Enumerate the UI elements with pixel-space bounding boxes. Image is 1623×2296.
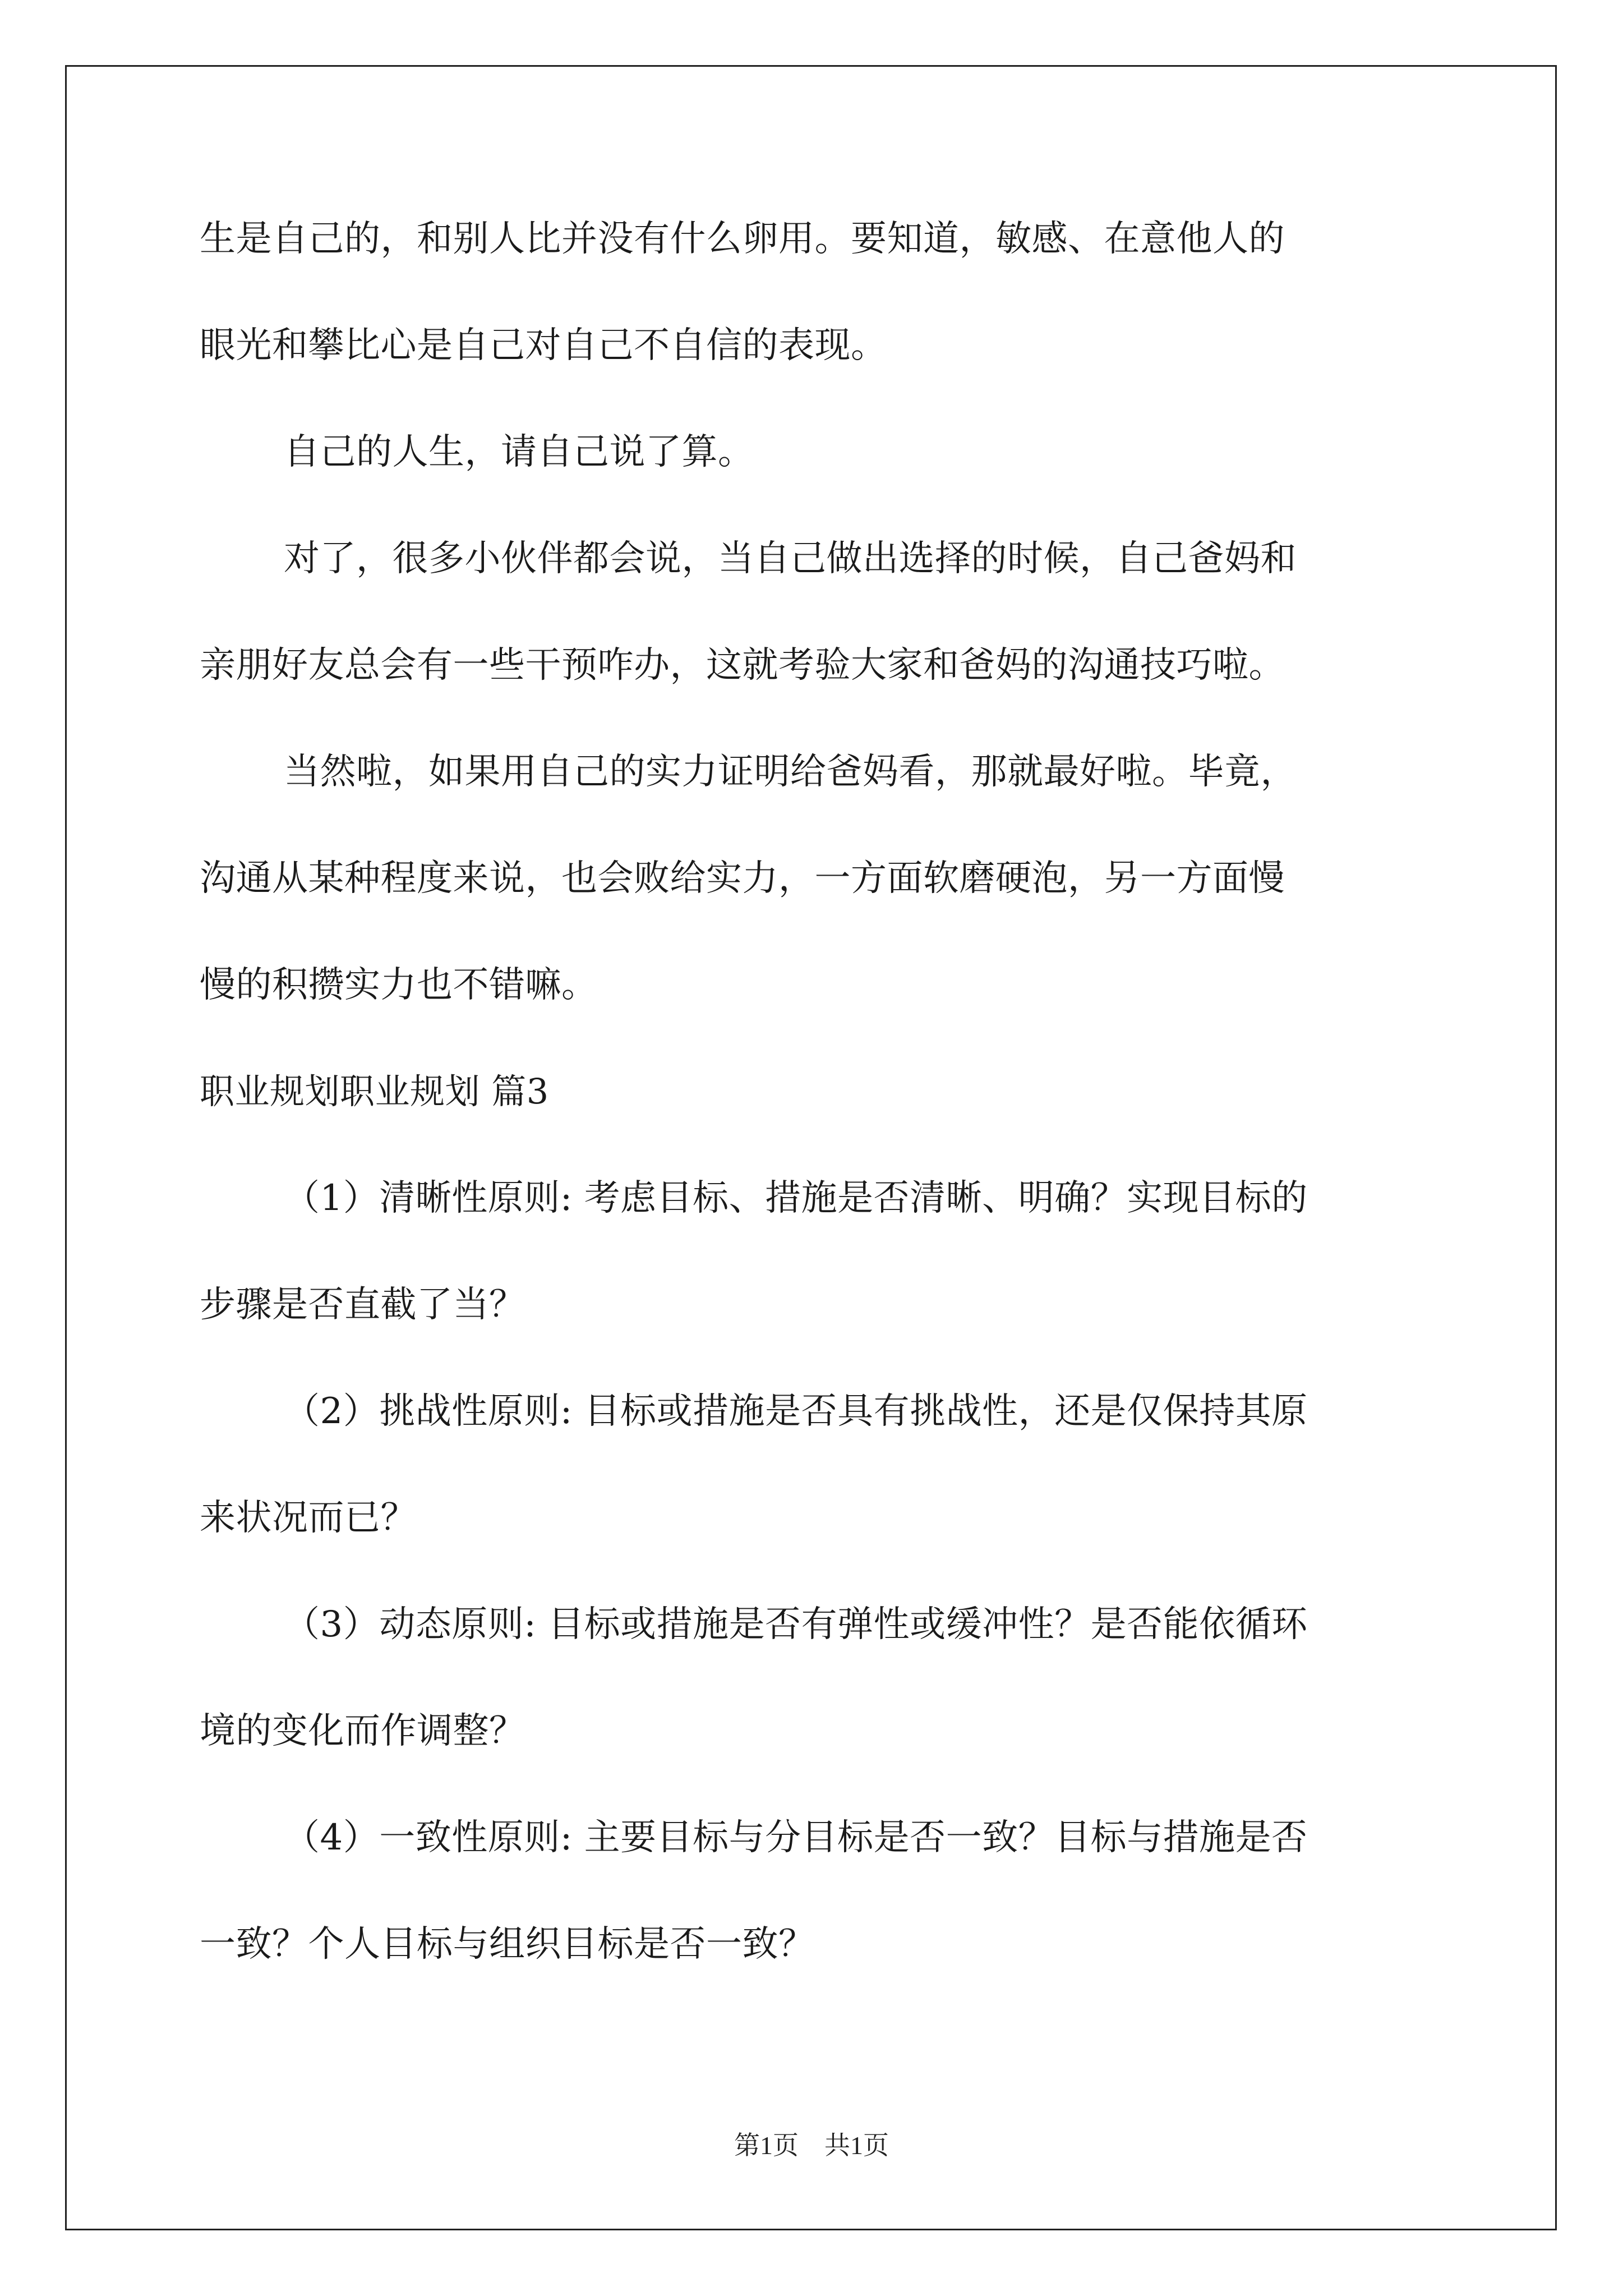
text-line: 步骤是否直截了当？ xyxy=(200,1284,525,1326)
text-line: （3）动态原则: 目标或措施是否有弹性或缓冲性？是否能依循环 xyxy=(284,1604,1308,1645)
text-line: 亲朋好友总会有一些干预咋办，这就考验大家和爸妈的沟通技巧啦。 xyxy=(200,645,1285,686)
text-line: 沟通从某种程度来说，也会败给实力，一方面软磨硬泡，另一方面慢 xyxy=(200,858,1285,899)
text-line: （2）挑战性原则: 目标或措施是否具有挑战性，还是仅保持其原 xyxy=(284,1391,1308,1432)
text-line: 当然啦，如果用自己的实力证明给爸妈看，那就最好啦。毕竟， xyxy=(284,751,1297,793)
principle-paragraph xyxy=(200,1812,1433,1970)
text-line: （4）一致性原则: 主要目标与分目标是否一致？目标与措施是否 xyxy=(284,1817,1308,1858)
principle-paragraph xyxy=(200,1172,1433,1331)
text-line: （1）清晰性原则: 考虑目标、措施是否清晰、明确？实现目标的 xyxy=(284,1177,1308,1219)
section-heading: 职业规划职业规划 篇3 xyxy=(200,1071,549,1112)
page-number-footer: 第1页 共1页 xyxy=(734,2131,889,2160)
text-line: 自己的人生，请自己说了算。 xyxy=(284,431,754,473)
paragraph xyxy=(200,746,1433,1011)
text-line: 一致？个人目标与组织目标是否一致？ xyxy=(200,1924,815,1965)
text-line: 对了，很多小伙伴都会说，当自己做出选择的时候，自己爸妈和 xyxy=(284,538,1297,579)
text-line: 眼光和攀比心是自己对自己不自信的表现。 xyxy=(200,325,887,366)
document-body xyxy=(200,213,1433,1970)
text-line: 境的变化而作调整？ xyxy=(200,1710,525,1752)
principle-paragraph xyxy=(200,1599,1433,1757)
text-line: 来状况而已？ xyxy=(200,1497,417,1539)
paragraph xyxy=(200,533,1433,691)
paragraph xyxy=(200,426,1433,478)
paragraph xyxy=(200,213,1433,371)
principle-paragraph xyxy=(200,1386,1433,1544)
text-line: 生是自己的，和别人比并没有什么卵用。要知道，敏感、在意他人的 xyxy=(200,218,1285,260)
text-line: 慢的积攒实力也不错嘛。 xyxy=(200,964,598,1006)
